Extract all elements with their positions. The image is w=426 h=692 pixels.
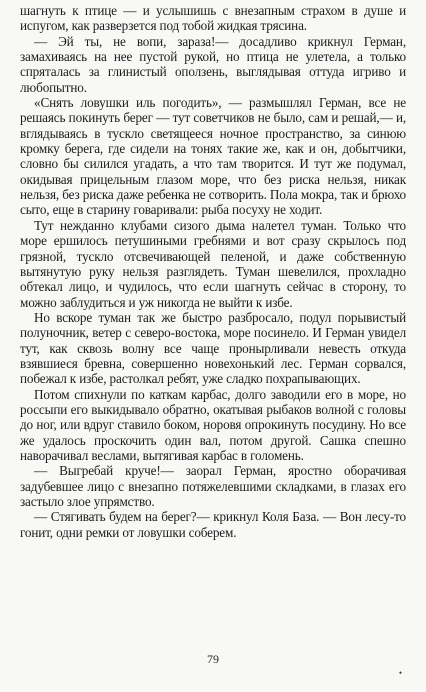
body-text [20, 3, 406, 540]
paragraph-4: Тут нежданно клубами сизого дыма налетел туман. Только что море ершилось петушиными гребнями и вот сразу скрылось под грязной, тускло отсвечивающей пеленой, и даже собственную вытянутую руку нельзя разглядеть. Туман шевелился, прохладно обтекал лицо, и чудилось, что если шагнуть сейчас в сторону, то можно заблудиться и уж никогда не выйти к избе. [20, 217, 406, 310]
paragraph-3: «Снять ловушки иль погодить», — размышлял Герман, все не решаясь покинуть берег — тут советчиков не было, сам и решай,— и, вглядываясь в тускло светящееся ночное пространство, за синюю кромку берега, где сидели на тонях такие же, как и он, добытчики, словно бы силился угадать, а что там творится. И тут же подумал, окидывая прицельным глазом море, что без риска нельзя, никак нельзя, без риска даже ребенка не сотворить. Пола мокра, так и брюхо сыто, еще в старину говаривали: рыба посуху не ходит. [20, 95, 406, 218]
paragraph-6: Потом спихнули по каткам карбас, долго заводили его в море, но россыпи его выкидывало обратно, окатывая рыбаков волной с головы до ног, или вдруг ставило боком, норовя опрокинуть посудину. Но все же удалось проскочить один вал, потом другой. Сашка спешно наворачивал веслами, вытягивая карбас в голомень. [20, 386, 406, 463]
paragraph-1: шагнуть к птице — и услышишь с внезапным страхом в душе и испугом, как разверзется под тобой жидкая трясина. [20, 3, 406, 34]
paragraph-7: — Выгребай круче!— заорал Герман, яростно оборачивая задубевшее лицо с внезапно потяжелевшими складками, в глазах его застыло злое упрямство. [20, 463, 406, 509]
page-number: 79 [207, 652, 219, 666]
paragraph-8: — Стягивать будем на берег?— крикнул Коля База. — Вон лесу-то гонит, одни ремки от ловушки соберем. [20, 509, 406, 540]
paragraph-2: — Эй ты, не вопи, зараза!— досадливо крикнул Герман, замахиваясь на нее пустой рукой, но птица не улетела, а только спряталась за глинистый оползень, выглядывая оттуда игриво и любопытно. [20, 33, 406, 95]
scan-speck-icon: • [398, 668, 402, 678]
paragraph-5: Но вскоре туман так же быстро разбросало, подул порывистый полуночник, ветер с северо-востока, море посинело. И Герман увидел тут, как сквозь волну все чаще пронырливали невесть откуда взявшиеся бревна, совершенно новехонький лес. Герман сорвался, побежал к избе, растолкал ребят, уже сладко похрапывающих. [20, 309, 406, 387]
